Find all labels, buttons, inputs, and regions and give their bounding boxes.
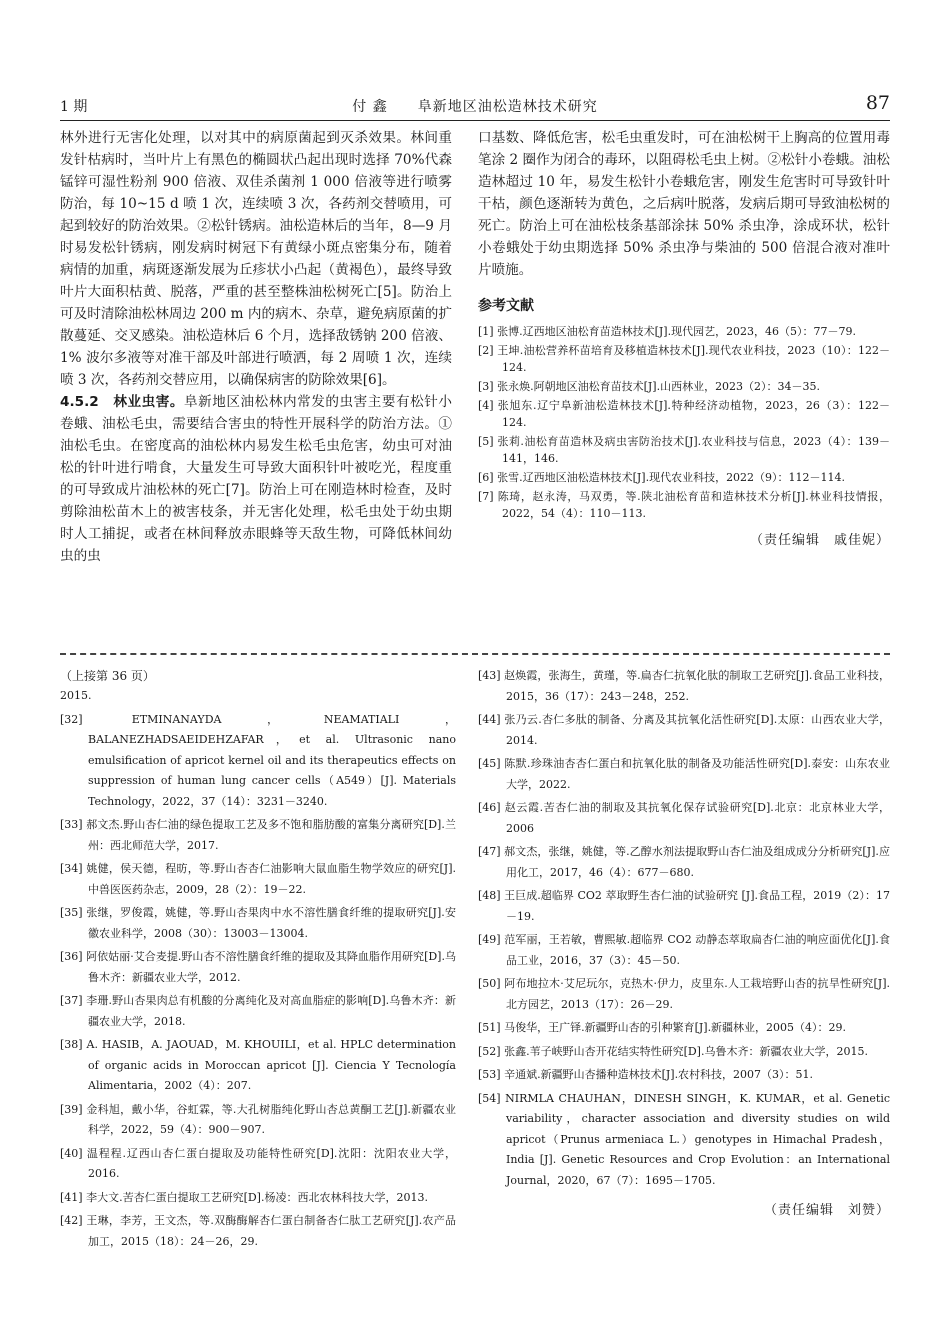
reference-item: [50] 阿布地拉木·艾尼玩尔，克热木·伊力，皮里东.人工栽培野山杏的抗旱性研究[J].北方园艺，2013（17）：26－29. [478, 977, 890, 1011]
reference-item: [53] 辛通斌.新疆野山杏播种造林技术[J].农村科技，2007（3）：51. [478, 1068, 814, 1081]
reference-item: [4] 张旭东.辽宁阜新油松造林技术[J].特种经济动植物，2023，26（3）：122－124. [478, 399, 890, 429]
reference-item: [33] 郝文杰.野山杏仁油的绿色提取工艺及多不饱和脂肪酸的富集分离研究[D].兰州：西北师范大学，2017. [60, 818, 456, 852]
reference-item: [49] 范军丽，王若敏，曹熙敏.超临界 CO2 动静态萃取扁杏仁油的响应面优化[J].食品工业，2016，37（3）：45－50. [478, 933, 890, 967]
paragraph [60, 391, 452, 567]
reference-item: [1] 张博.辽西地区油松育苗造林技术[J].现代园艺，2023，46（5）：77－79. [478, 325, 857, 338]
continued-references-right [478, 666, 890, 1218]
reference-item: [38] A. HASIB，A. JAOUAD，M. KHOUILI，et al. HPLC determination of organic acids in Moroccan apricot [J]. Ciencia Y Tecnología Alimentaria，2002（4）：207. [60, 1038, 456, 1092]
reference-item: [42] 王琳，李芳，王文杰，等.双酶酶解杏仁蛋白制备杏仁肽工艺研究[J].农产品加工，2015（18）：24－26，29. [60, 1214, 456, 1248]
reference-item: [46] 赵云霞.苦杏仁油的制取及其抗氧化保存试验研究[D].北京：北京林业大学，2006 [478, 801, 890, 835]
reference-item: 2015. [60, 689, 92, 702]
reference-item: [39] 金科旭，戴小华，谷虹霖，等.大孔树脂纯化野山杏总黄酮工艺[J].新疆农业科学，2022，59（4）：900－907. [60, 1102, 456, 1136]
reference-item: [48] 王巨成.超临界 CO2 萃取野生杏仁油的试验研究 [J].食品工程，2019（2）：17－19. [478, 889, 890, 923]
references-title: 参考文献 [478, 298, 534, 314]
reference-item: [41] 李大文.苦杏仁蛋白提取工艺研究[D].杨凌：西北农林科技大学，2013. [60, 1190, 428, 1204]
reference-item: [32] ETMINANAYDA，NEAMATIALI，BALANEZHADSAEIDEHZAFAR，et al. Ultrasonic nano emulsification of apricot kernel oil and its therapeutics effects on suppression of human lung cancer cells（A549）[J]. Materials Technology，2022，37（14）：3231－3240. [60, 712, 456, 808]
paragraph-text: 阜新地区油松林内常发的虫害主要有松针小卷蛾、油松毛虫，需要结合害虫的特性开展科学的防治方法。①油松毛虫。在密度高的油松林内易发生松毛虫危害，幼虫可对油松的针叶进行啃食，大量发生可导致大面积针叶被吃光，程度重的可导致成片油松林的死亡[7]。防治上可在刚造林时检查，及时剪除油松苗木上的被害枝条，并无害化处理，松毛虫处于幼虫期时人工捕捉，或者在林间释放赤眼蜂等天敌生物，可降低林间幼虫的虫 [60, 394, 452, 564]
reference-item: [6] 张雪.辽西地区油松造林技术[J].现代农业科技，2022（9）：112－114. [478, 471, 846, 484]
reference-item: [45] 陈默.珍珠油杏杏仁蛋白和抗氧化肽的制备及功能活性研究[D].泰安：山东农业大学，2022. [478, 757, 890, 791]
reference-item: [5] 张莉.油松育苗造林及病虫害防治技术[J].农业科技与信息，2023（4）：139－141，146. [478, 435, 890, 465]
continued-note: （上接第 36 页） [60, 669, 155, 683]
issue-label: 1 期 [60, 99, 88, 115]
reference-item: [52] 张鑫.苇子峡野山杏开花结实特性研究[D].乌鲁木齐：新疆农业大学，2015. [478, 1044, 868, 1058]
reference-item: [44] 张乃云.杏仁多肽的制备、分离及其抗氧化活性研究[D].太原：山西农业大学，2014. [478, 713, 890, 747]
reference-item: [40] 温程程.辽西山杏仁蛋白提取及功能特性研究[D].沈阳：沈阳农业大学，2016. [60, 1146, 456, 1180]
reference-item: [47] 郝文杰，张继，姚健，等.乙醇水剂法提取野山杏仁油及组成成分分析研究[J].应用化工，2017，46（4）：677－680. [478, 845, 890, 879]
reference-item: [2] 王坤.油松营养杯苗培育及移植造林技术[J].现代农业科技，2023（10）：122－124. [478, 344, 890, 374]
continued-references-left [60, 666, 456, 1255]
running-title: 付 鑫 阜新地区油松造林技术研究 [352, 99, 598, 115]
reference-item: [37] 李珊.野山杏果肉总有机酸的分离纯化及对高血脂症的影响[D].乌鲁木齐：新疆农业大学，2018. [60, 994, 456, 1028]
reference-item: [51] 马俊华，王广铎.新疆野山杏的引种繁育[J].新疆林业，2005（4）：29. [478, 1021, 847, 1034]
running-header [60, 92, 890, 118]
reference-item: [36] 阿依姑丽·艾合麦提.野山杏不溶性膳食纤维的提取及其降血脂作用研究[D].乌鲁木齐：新疆农业大学，2012. [60, 950, 456, 984]
responsible-editor: （责任编辑 刘赞） [763, 1203, 890, 1218]
reference-item: [3] 张永焕.阿朝地区油松育苗技术[J].山西林业，2023（2）：34－35. [478, 380, 821, 393]
reference-item: [7] 陈琦，赵永涛，马双勇，等.陕北油松育苗和造林技术分析[J].林业科技情报，2022，54（4）：110－113. [478, 490, 890, 520]
header-rule [60, 120, 890, 121]
paragraph: 口基数、降低危害，松毛虫重发时，可在油松树干上胸高的位置用毒笔涂 2 圈作为闭合的毒环，以阻碍松毛虫上树。②松针小卷蛾。油松造林超过 10 年，易发生松针小卷蛾危害，刚发生危害时可导致针叶干枯，颜色逐渐转为黄色，之后病叶脱落，发病后期可导致油松树的死亡。防治上可在油松枝条基部涂抹 50% 杀虫净，涂成环状，松针小卷蛾处于幼虫期选择 50% 杀虫净与柴油的 500 倍混合液对准叶片喷施。 [478, 130, 890, 278]
reference-item: [54] NIRMLA CHAUHAN，DINESH SINGH，K. KUMAR，et al. Genetic variability，character association and diversity studies on wild apricot（Prunus armeniaca L.）genotypes in Himachal Pradesh，India [J]. Genetic Resources and Crop Evolution：an International Journal，2020，67（7）：1695－1705. [478, 1091, 890, 1187]
section-divider [60, 653, 890, 655]
section-heading: 4.5.2 林业虫害。 [60, 394, 185, 410]
paragraph: 林外进行无害化处理，以对其中的病原菌起到灭杀效果。林间重发针枯病时，当叶片上有黑色的椭圆状凸起出现时选择 70%代森锰锌可湿性粉剂 900 倍液、双佳杀菌剂 1 000 倍液等进行喷雾防治，每 10~15 d 喷 1 次，连续喷 3 次，各药剂交替喷用，可起到较好的防治效果。②松针锈病。油松造林后的当年，8—9 月时易发松针锈病，刚发病时树冠下有黄绿小斑点密集分布，随着病情的加重，病斑逐渐发展为丘疹状小凸起（黄褐色），最终导致叶片大面积枯黄、脱落，严重的甚至整株油松树死亡[5]。防治上可及时清除油松林周边 200 m 内的病木、杂草，避免病原菌的扩散蔓延、交叉感染。油松造林后 6 个月，选择敌锈钠 200 倍液、1% 波尔多液等对准干部及叶部进行喷洒，每 2 周喷 1 次，连续喷 3 次，各药剂交替应用，以确保病害的防除效果[6]。 [60, 130, 452, 388]
responsible-editor: （责任编辑 戚佳妮） [749, 533, 890, 548]
body-right-column [478, 127, 890, 552]
reference-item: [35] 张继，罗俊霞，姚健，等.野山杏果肉中水不溶性膳食纤维的提取研究[J].安徽农业科学，2008（30）：13003－13004. [60, 906, 456, 940]
page-number: 87 [865, 92, 890, 114]
reference-item: [43] 赵焕霞，张海生，黄瑾，等.扁杏仁抗氧化肽的制取工艺研究[J].食品工业科技，2015，36（17）：243－248，252. [478, 669, 890, 703]
reference-item: [34] 姚健，侯天德，程昉，等.野山杏杏仁油影响大鼠血脂生物学效应的研究[J].中兽医医药杂志，2009，28（2）：19－22. [60, 862, 456, 896]
body-left-column [60, 127, 452, 567]
